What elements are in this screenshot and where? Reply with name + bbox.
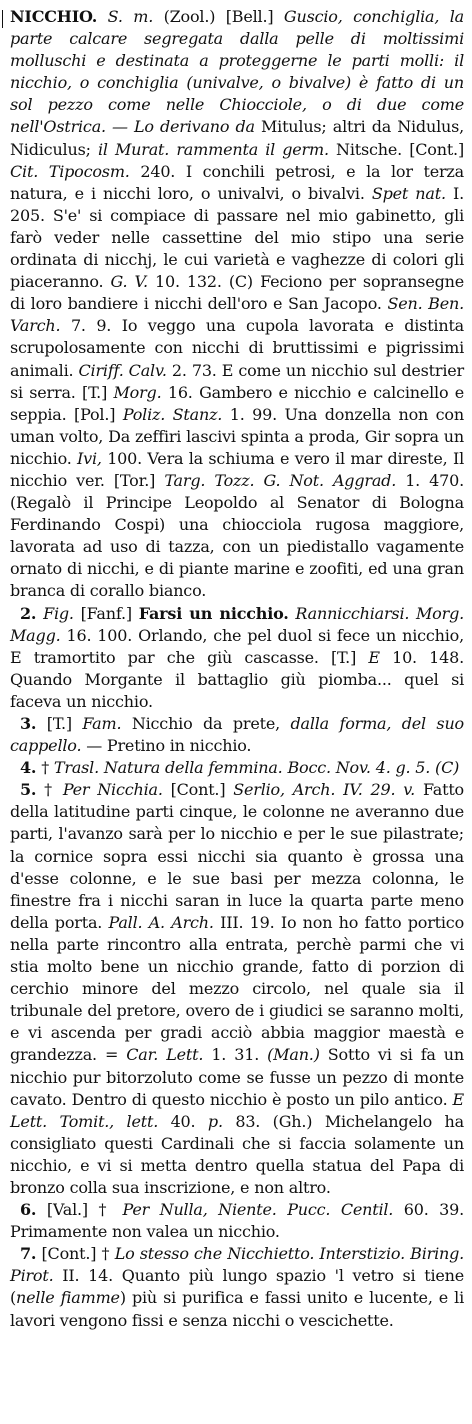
obsolete-mark: † — [98, 1200, 112, 1220]
headword: NICCHIO. — [10, 7, 98, 26]
citation-text: Sotto vi si fa un nicchio pur bitorzoluto come se fusse un pezzo di monte cavato. Dentro di questo nicchio è posto un pilo antico. — [10, 1045, 465, 1109]
citation-ref: Sen. Ben. Varch. — [10, 294, 464, 336]
sense-5 — [10, 779, 464, 1199]
citation-ref: Pall. A. Arch. — [108, 912, 214, 932]
citation-text: Quando Morgante il battaglio giù piomba... quel si faceva un nicchio. — [10, 669, 464, 711]
sense-label: Per Nulla, Niente. — [122, 1200, 277, 1220]
etymology-c: il Murat. rammenta il germ. — [97, 139, 329, 159]
sense-6 — [10, 1199, 464, 1243]
source-tag: [Cont.] — [41, 1244, 97, 1264]
sense-label: Fam. — [82, 714, 122, 733]
citation-page: p. — [207, 1111, 223, 1131]
sense-label: Lo stesso che Nicchietto. Interstizio. — [114, 1244, 405, 1264]
citation-num: 16. — [167, 382, 193, 402]
sense-number: 5. — [20, 780, 37, 800]
citation-text: I conchili petrosi, e la lor terza natura, e i nicchi loro, o univalvi, o bivalvi. — [10, 161, 464, 203]
source-tag: [Bell.] — [225, 7, 274, 26]
citation-ref: Pucc. Centil. — [287, 1200, 394, 1220]
citation-text: Fatto della latitudine parti cinque, le colonne ne averanno due parti, l'avanzo sarà per lo nicchio e per le sue pilastrate; la cornice sopra essi nicchi sia quanto è grossa una d'esse colonne, e le sue basi per mezza colonna, le finestre fra i nicchi saran in luce la quarta parte meno della porta. — [10, 780, 464, 932]
citation-ref: E — [368, 647, 380, 667]
citation-text: S'e' si compiace di passare nel mio gabinetto, gli farò veder nelle cassettine del mio stipo una serie ordinata di nicchj, le cui varietà e vaghezze di colori gli piaceranno. — [10, 205, 464, 292]
grammar-label: S. m. — [107, 7, 154, 26]
citation-num: 40. — [170, 1111, 196, 1131]
citation-ref: Morg. — [113, 382, 162, 402]
citation-text: Quanto più lungo spazio 'l vetro si tiene ( — [10, 1266, 465, 1308]
citation-num: III. 19. — [220, 912, 275, 932]
citation-text: Gambero e nicchio e calcinello e seppia. [Pol.] — [10, 382, 465, 424]
sense-number: 2. — [20, 603, 37, 623]
citation-text: Michelangelo ha consigliato questi Cardinali che si faccia solamente un nicchio, e vi si metta dentro quella statua del Papa di bronzo colla sua inscrizione, e non altro. — [10, 1111, 464, 1197]
citation-text: Primamente non valea un nicchio. — [10, 1222, 280, 1242]
citation-text: (Regalò il Principe Leopoldo al Senator di Bologna Ferdinando Cospi) una chiocciola rugosa maggiore, lavorata ad uso di tazza, con un piedistallo vagamente ornato di nicchi, e di piante marine e zoofiti, ed una gran branca di corallo bianco. — [10, 493, 464, 601]
citation-ref: Poliz. Stanz. — [122, 404, 223, 424]
sense-3 — [10, 713, 464, 757]
source-tag: [T.] — [46, 714, 72, 733]
citation-ref: G. V. — [110, 272, 148, 292]
sense-number: 6. — [20, 1200, 37, 1220]
obsolete-mark: † — [44, 780, 55, 800]
etymology-a: — Lo derivano da — [112, 117, 255, 137]
citation-num: 240. — [140, 161, 176, 181]
sense-2 — [10, 603, 464, 713]
citation-num: 1. 99. — [229, 404, 277, 424]
sense-gloss: Rannicchiarsi. — [295, 603, 410, 623]
sense-label: Trasl. Natura della femmina. — [53, 758, 283, 778]
citation-ref: Ivi, — [77, 448, 102, 468]
citation-num: 7. 9. — [70, 316, 112, 336]
sense-number: 4. — [20, 758, 37, 778]
citation-num: 100. — [107, 448, 143, 468]
citation-ref: Bocc. Nov. — [287, 758, 371, 778]
source-tag: [Cont.] — [170, 780, 226, 800]
citation-ref: E Lett. Tomit., lett. — [10, 1089, 464, 1131]
citation-ref: Serlio, Arch. — [233, 780, 336, 800]
citation-text: E come un nicchio sul destrier si serra. [T.] — [10, 360, 464, 402]
citation-tail: (Man.) — [267, 1045, 320, 1065]
citation-ref: Ciriff. Calv. — [78, 360, 167, 380]
citation-num: 10. 132. (C) — [155, 272, 253, 292]
sense-number: 3. — [20, 714, 37, 733]
etymology-d: Nitsche. [Cont.] — [336, 139, 464, 159]
sense-label: Fig. — [43, 603, 74, 623]
sense-label: Per Nicchia. — [62, 780, 163, 800]
margin-rule — [2, 10, 3, 28]
sense-text: Nicchio da prete, — [131, 714, 280, 733]
citation-num: 2. 73. — [171, 360, 217, 380]
citation-num: 60. 39. — [403, 1200, 464, 1220]
citation-num: I. 205. — [10, 183, 464, 225]
definition: Guscio, conchiglia, la parte calcare segregata dalla pelle di moltissimi molluschi e destinata a proteggerne le parti molli: il nicchio, o conchiglia (univalve, o bivalve) è fatto di un sol pezzo come nelle Chiocciole, o di due come nell'Ostrica. — [10, 7, 465, 137]
citation-num: 1. 31. — [211, 1045, 260, 1065]
sense-gloss: dalla forma, del suo cappello. — [10, 714, 464, 756]
citation-ref: Car. Lett. — [126, 1045, 204, 1065]
citation-num: 10. 148. — [392, 647, 465, 667]
citation-num: IV. 29. v. — [343, 780, 416, 800]
citation-num: 4. g. 5. (C) — [375, 758, 460, 778]
obsolete-mark: † — [101, 1244, 110, 1264]
citation-num: 1. 470. — [405, 470, 464, 490]
citation-ref: Biring. Pirot. — [10, 1244, 465, 1286]
sense-tail: — Pretino in nicchio. — [86, 736, 252, 756]
obsolete-mark: † — [41, 758, 50, 778]
citation-ref: Cit. Tipocosm. — [10, 161, 130, 181]
sense-4 — [10, 757, 464, 779]
source-tag: [Fanf.] — [80, 603, 132, 623]
source-tag: [Val.] — [46, 1200, 88, 1220]
entry-nicchio — [10, 6, 464, 1332]
citation-num: II. 14. — [62, 1266, 114, 1286]
etymology-b: Mitulus; altri da Nidulus, Nidiculus; — [10, 117, 464, 159]
sense-number: 7. — [20, 1244, 37, 1264]
citation-text: ) più si purifica e fassi unito e lucente, e li lavori vengono fissi e senza nicchi o vescichette. — [10, 1288, 464, 1330]
citation-ref: Morg. Magg. — [10, 603, 464, 645]
citation-num: 16. 100. — [66, 625, 133, 645]
sense-phrase: Farsi un nicchio. — [138, 603, 289, 623]
citation-num: 83. (Gh.) — [235, 1111, 313, 1131]
citation-ref: Spet nat. — [371, 183, 446, 203]
citation-text: Io veggo una cupola lavorata e distinta scrupolosamente con nicchi di bruttissimi e pigrissimi animali. — [10, 316, 465, 380]
citation-inline-italic: nelle fiamme — [16, 1288, 120, 1308]
citation-text: Vera la schiuma e vero il mar direste, Il nicchio ver. [Tor.] — [10, 448, 464, 490]
citation-text: Io non ho fatto portico nella parte rincontro alla entrata, perchè parmi che vi stia molto bene un nicchio grande, fatto di porzion di cerchio minore del mezzo circolo, nel quale sia il tribunale del pretore, overo de i giudici se saranno molti, e vi ascenda per gradi acciò abbia maggior maestà e grandezza. = — [10, 912, 464, 1065]
citation-text: Una donzella non con uman volto, Da zeffiri lascivi spinta a proda, Gir sopra un nicchio. — [10, 404, 464, 468]
sense-7 — [10, 1243, 464, 1331]
citation-text: Orlando, che pel duol si fece un nicchio, E tramortito par che giù cascasse. [T.] — [10, 625, 464, 667]
citation-ref: Targ. Tozz. G. Not. Aggrad. — [164, 470, 397, 490]
domain-label: (Zool.) — [163, 7, 216, 26]
citation-text: Feciono per sopransegne di loro bandiere i nicchi dell'oro e San Jacopo. — [10, 272, 465, 314]
